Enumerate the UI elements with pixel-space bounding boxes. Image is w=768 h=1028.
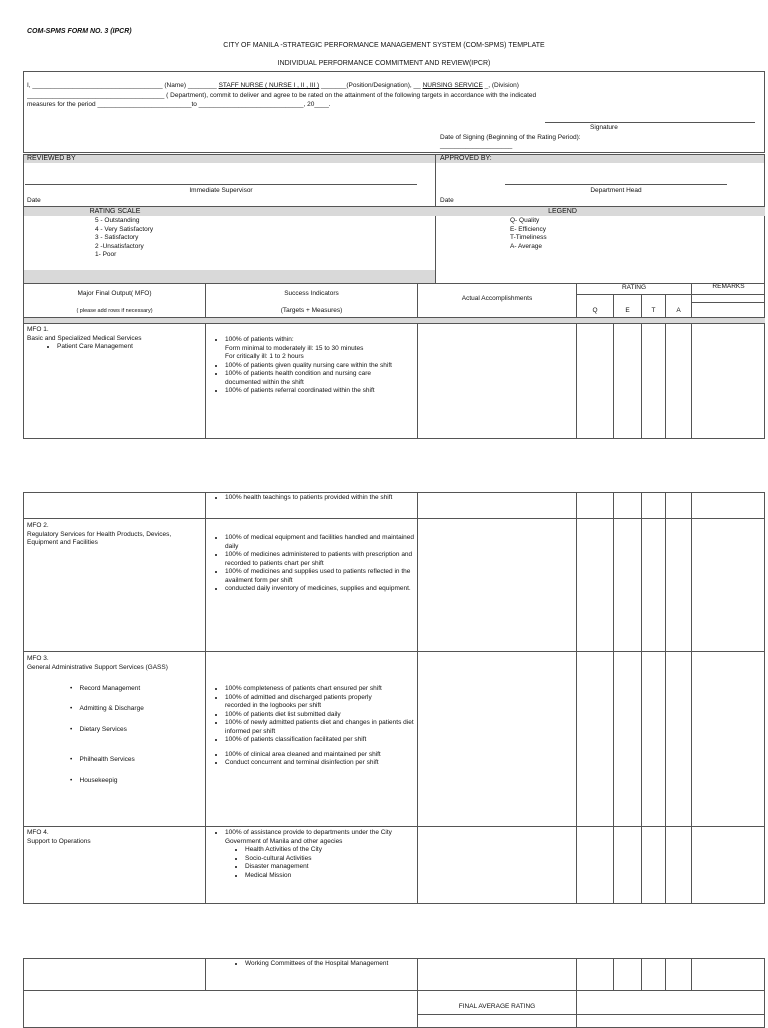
mfo1-title: MFO 1. [27,326,49,333]
legend-list [510,217,547,251]
mfo1-continued [209,494,414,503]
form-number: COM-SPMS FORM NO. 3 (IPCR) [27,28,132,35]
mfo3-sub-text: Record Management [79,685,141,692]
mfo1-indicator-text: For critically ill: 1 to 2 hours [225,353,304,360]
mfo4-indicator [225,829,414,880]
mfo2-indicators [209,534,414,594]
mfo3-indicator-text: 100% of admitted and discharged patients properly [225,693,372,701]
mfo1-indicator-text: 100% of patients health condition and nursing care [225,370,371,377]
rating-scale-list [95,217,153,260]
row-divider [417,1014,765,1015]
mfo1-indicators [209,336,414,396]
mfo1-indicator [225,370,414,387]
commitment-line-2: ______________________________________ ( Department), commit to deliver and agree to be rated on the attainment of the following targets in accordance with the indicated [27,92,537,99]
approved-by-label: APPROVED BY: [440,155,492,162]
col-divider [613,958,614,991]
immediate-supervisor-label: Immediate Supervisor [189,187,253,194]
final-average-rating-label: FINAL AVERAGE RATING [458,1003,536,1010]
mfo3-indicator: • 100% of newly admitted patients diet and changes in patients diet informed per shift [225,719,414,736]
col-divider [691,958,692,991]
mfo1-indicator-text: 100% of patients referral coordinated within the shift [225,387,375,394]
col-divider [613,294,614,439]
rating-scale-item: 1- Poor [95,251,117,258]
mfo1-indicator-text: 100% of patients within: [225,336,294,343]
mfo4-indicator-text: 100% of assistance provide to departments under the City Government of Manila and other agecies [225,829,392,845]
mfo3-sub-text: Admitting & Discharge [79,705,144,712]
mfo2-cell [27,522,202,548]
rating-scale-item: 2 -Unsatisfactory [95,242,144,250]
mfo3-cell [27,655,202,672]
department-head-label: Department Head [590,187,642,194]
mfo4-sub-item: • Medical Mission [245,872,414,881]
date-label-right: Date [440,197,454,204]
mfo3-indicator: • Conduct concurrent and terminal disinfection per shift [225,759,414,768]
mfo1-indicator [225,387,414,396]
a-header: A [676,307,681,314]
col-divider [641,294,642,439]
mfo2-indicator: • 100% of medical equipment and facilities handled and maintained daily [225,534,414,551]
date-of-signing-blank: ____________________ [440,142,513,149]
legend-title: LEGEND [548,208,577,215]
col-divider [641,492,642,904]
row-divider [23,651,765,652]
row-divider [23,518,765,519]
legend-item: E- Efficiency [510,225,547,233]
mfo3-indicator: • 100% of patients classification facilitated per shift [225,736,414,745]
col-divider [641,958,642,991]
mfo1-indicator [225,362,414,371]
signature-label: Signature [590,124,618,131]
mfo4-indicators [209,829,414,880]
actual-accomplishments-header: Actual Accomplishments [461,295,533,302]
col-divider [417,283,418,439]
remarks-header: REMARKS [712,283,745,290]
legend-item: Q- Quality [510,217,540,224]
commitment-line-3: measures for the period __________________________to _____________________________, 20____. [27,101,331,108]
col-divider [691,492,692,904]
mfo4-name: Support to Operations [27,837,91,845]
remarks-subline [691,302,765,303]
document-title: CITY OF MANILA -STRATEGIC PERFORMANCE MANAGEMENT SYSTEM (COM-SPMS) TEMPLATE [223,42,545,49]
col-divider [691,283,692,439]
supervisor-signature-line [25,184,417,185]
mfo3-sub-item: • Philhealth Services [70,756,135,763]
mfo2-indicator: • 100% of medicines administered to patients with prescription and recorded to patients chart per shift [225,551,414,568]
mfo3-indicators [209,685,414,768]
rating-scale-item: 4 - Very Satisfactory [95,225,154,233]
mfo2-indicator: • conducted daily inventory of medicines, supplies and equipment. [225,585,414,594]
commitment-line-1 [27,82,762,91]
success-indicators-header: Success Indicators [284,290,339,297]
mfo4-sub-item: • Disaster management [245,863,414,872]
mfo4-sub-item: • Health Activities of the City [245,846,414,855]
col-divider [576,958,577,1028]
mfo4-sub-item: • Socio-cultural Activities [245,855,414,864]
mfo4-continued [209,960,414,969]
mfo1-indicator: • 100% health teachings to patients provided within the shift [225,494,414,503]
mfo4-cell [27,829,202,846]
col-divider [417,958,418,1028]
division-value: NURSING SERVICE [422,82,483,89]
legend-item: A- Average [510,242,543,250]
col-divider [417,492,418,904]
mfo4-sub-item: • Working Committees of the Hospital Management [245,960,414,969]
signature-line [545,122,755,123]
mfo3-title: MFO 3. [27,655,49,662]
e-header: E [625,307,630,314]
rating-subheader-line [576,294,765,295]
date-of-signing-label: Date of Signing (Beginning of the Rating Period): [440,134,581,141]
mfo3-indicator [225,694,414,711]
mfo3-sub-item: • Admitting & Discharge [70,705,144,712]
mfo1-cell [27,326,202,352]
table-section-3 [23,958,765,1028]
mfo1-indicator-text: Form minimal to moderately ill: 15 to 30 minutes [225,344,364,352]
scale-footer-band [24,270,435,283]
mfo4-title: MFO 4. [27,829,49,836]
mfo2-indicator: • 100% of medicines and supplies used to patients reflected in the availment form per shift [225,568,414,585]
col-divider [205,492,206,904]
commitment-division-label: _, (Division) [484,82,519,89]
commitment-name-blank: I, ____________________________________ (Name) ________ [27,82,217,89]
t-header: T [651,307,656,314]
header-strip-line [23,323,765,324]
mfo3-sub-text: Housekeepig [79,777,118,784]
mfo3-indicator: • 100% of patients diet list submitted daily [225,711,414,720]
rating-scale-item: 5 - Outstanding [95,217,140,224]
mfo2-title: MFO 2. [27,522,49,529]
col-divider [205,958,206,991]
col-divider [613,492,614,904]
col-divider [665,294,666,439]
col-divider [665,958,666,991]
legend-item: T-Timeliness [510,234,547,241]
document-subtitle: INDIVIDUAL PERFORMANCE COMMITMENT AND REVIEW(IPCR) [277,60,491,67]
commitment-position-blank: _______(Position/Designation), __ [321,82,421,89]
row-divider [23,826,765,827]
position-value: STAFF NURSE ( NURSE I , II , III ) [218,82,320,89]
review-divider [435,154,436,284]
row-divider [23,990,765,991]
mfo-column-note: ( please add rows if necessary) [76,308,153,314]
mfo1-indicator-text: 100% of patients given quality nursing care within the shift [225,361,392,369]
mfo3-sub-item: • Housekeepig [70,777,118,784]
mfo1-sub-item: • Patient Care Management [57,343,202,352]
mfo3-name: General Administrative Support Services (GASS) [27,663,168,671]
mfo2-name: Regulatory Services for Health Products, Devices, Equipment and Facilities [27,530,172,546]
mfo-column-header: Major Final Output( MFO) [77,290,152,297]
mfo3-indicator-text: recorded in the logbooks per shift [225,702,322,709]
success-indicators-note: (Targets + Measures) [280,307,343,314]
mfo3-sub-text: Philhealth Services [79,756,135,763]
mfo1-indicator-text: documented within the shift [225,378,304,386]
mfo3-sub-item: • Dietary Services [70,726,127,733]
mfo1-indicator [225,336,414,362]
q-header: Q [592,307,598,314]
department-head-signature-line [505,184,727,185]
col-divider [665,492,666,904]
reviewed-by-label: REVIEWED BY [27,155,76,162]
rating-scale-item: 3 - Satisfactory [95,234,139,241]
mfo1-name: Basic and Specialized Medical Services [27,334,142,342]
rating-scale-title: RATING SCALE [89,208,141,215]
mfo3-indicator: • 100% completeness of patients chart ensured per shift [225,685,414,694]
mfo3-sub-item: • Record Management [70,685,141,692]
date-label-left: Date [27,197,41,204]
mfo3-sub-text: Dietary Services [79,726,127,733]
rating-header: RATING [621,284,647,291]
col-divider [576,492,577,904]
mfo3-indicator: • 100% of clinical area cleaned and maintained per shift [225,751,414,760]
